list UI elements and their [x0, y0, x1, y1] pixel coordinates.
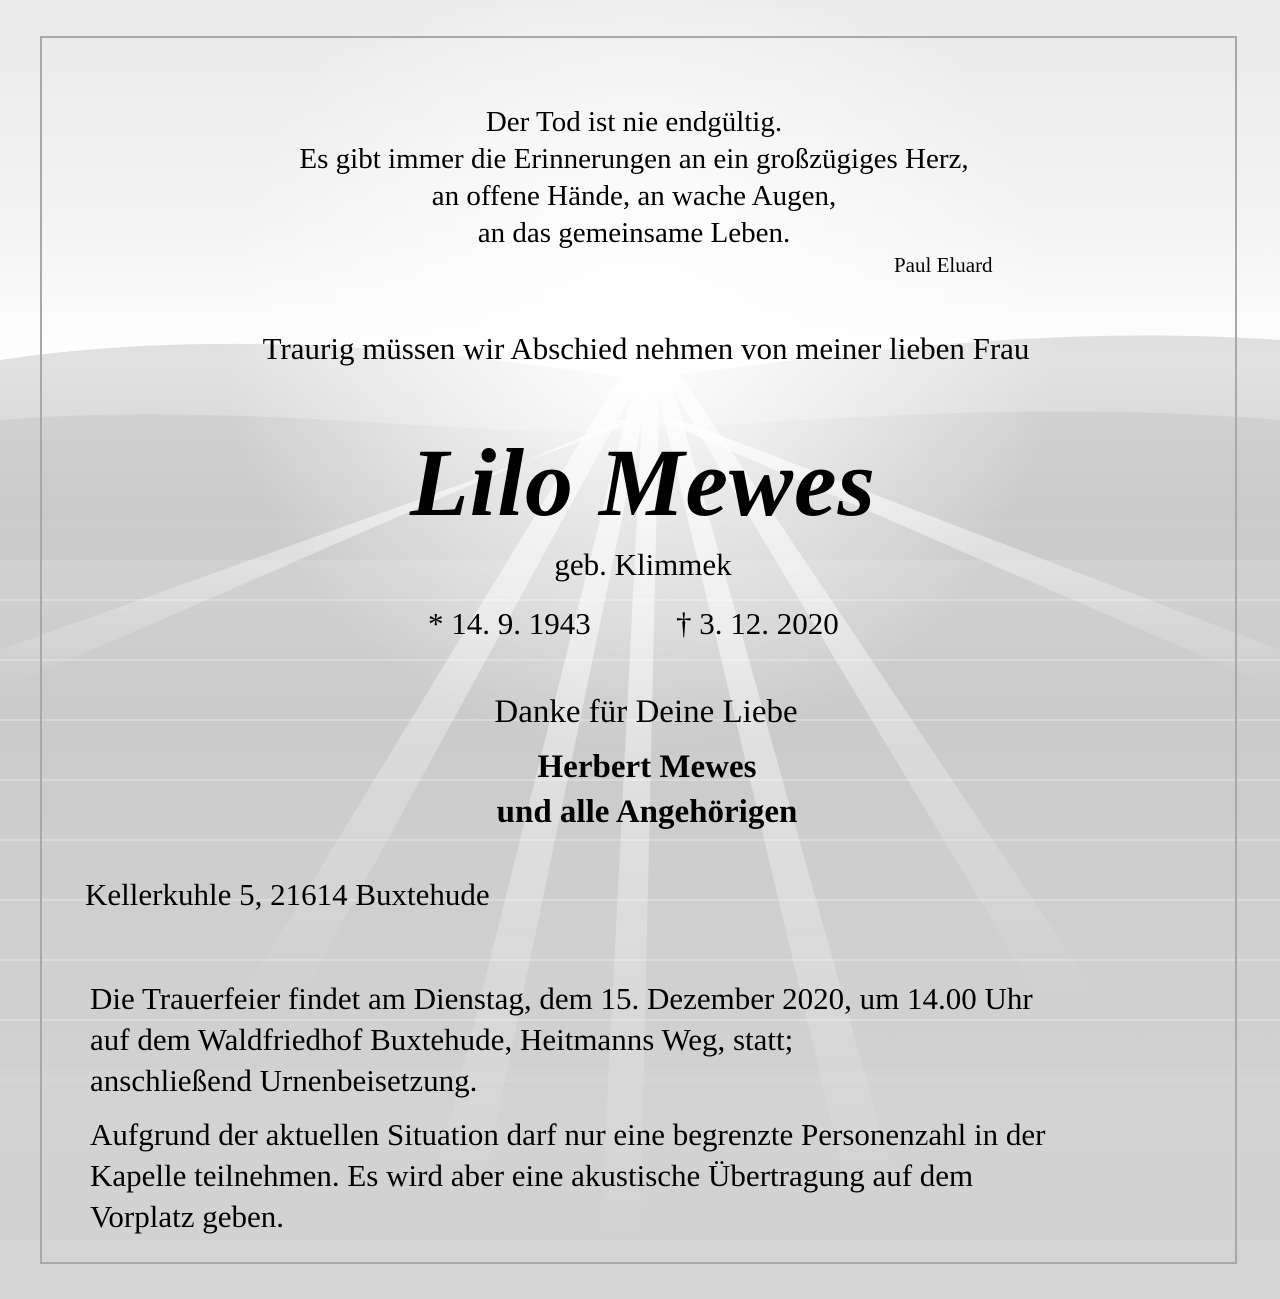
address: Kellerkuhle 5, 21614 Buxtehude [85, 877, 490, 912]
intro-text: Traurig müssen wir Abschied nehmen von meiner lieben Frau [262, 331, 1030, 366]
notice-line: Kapelle teilnehmen. Es wird aber eine akustische Übertragung auf dem [90, 1158, 974, 1193]
birth-date: * 14. 9. 1943 [428, 606, 591, 641]
poem-line: an offene Hände, an wache Augen, [431, 180, 837, 212]
notice-line: Aufgrund der aktuellen Situation darf nur eine begrenzte Personenzahl in der [90, 1117, 1046, 1152]
covid-notice [90, 1114, 1046, 1237]
death-date: † 3. 12. 2020 [676, 606, 839, 641]
funeral-line: anschließend Urnenbeisetzung. [90, 1063, 478, 1098]
funeral-info [90, 978, 1033, 1101]
poem-line: Es gibt immer die Erinnerungen an ein großzügiges Herz, [299, 143, 969, 175]
notice-line: Vorplatz geben. [90, 1199, 284, 1234]
funeral-line: Die Trauerfeier findet am Dienstag, dem 15. Dezember 2020, um 14.00 Uhr [90, 981, 1033, 1016]
born-name: geb. Klimmek [554, 547, 732, 582]
deceased-name: Lilo Mewes [410, 429, 876, 536]
signature-line: Herbert Mewes [537, 749, 757, 785]
poem-line: Der Tod ist nie endgültig. [485, 106, 783, 138]
signature-line: und alle Angehörigen [496, 794, 798, 830]
poem-line: an das gemeinsame Leben. [477, 217, 791, 249]
poem-author: Paul Eluard [894, 253, 993, 277]
thanks-text: Danke für Deine Liebe [494, 694, 798, 730]
funeral-line: auf dem Waldfriedhof Buxtehude, Heitmanns Weg, statt; [90, 1022, 794, 1057]
